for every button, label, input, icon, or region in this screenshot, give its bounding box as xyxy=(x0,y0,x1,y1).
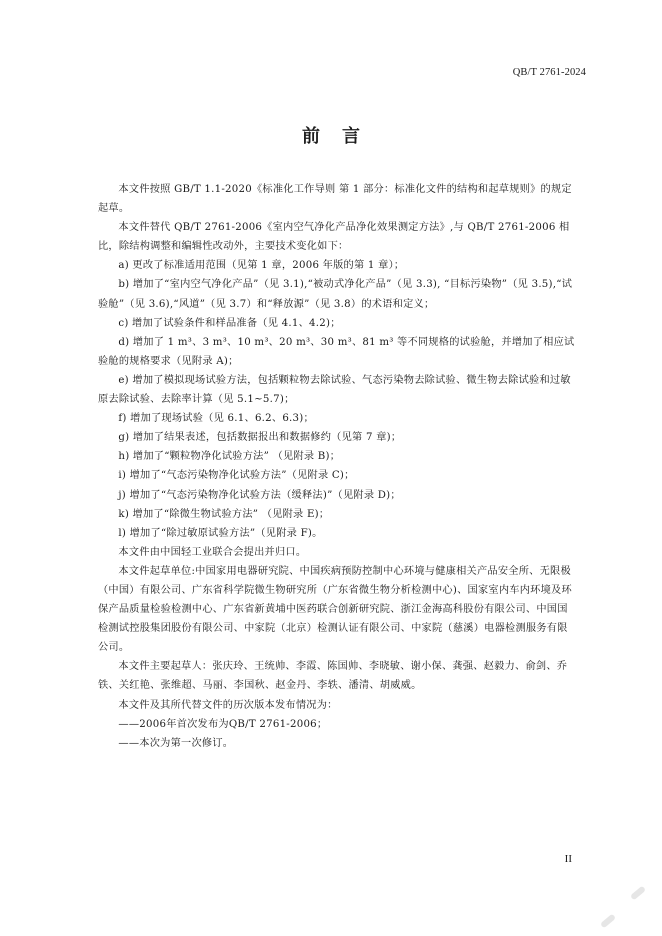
page-number: II xyxy=(564,853,572,865)
paragraph-version-history: 本文件及其所代替文件的历次版本发布情况为： xyxy=(118,699,338,711)
document-code: QB/T 2761-2024 xyxy=(512,67,586,78)
change-item-c: c) 增加了试验条件和样品准备（见 4.1、4.2)； xyxy=(118,317,341,329)
paragraph-replacement: 本文件替代 QB/T 2761-2006《室内空气净化产品净化效果测定方法》,与 QB/T 2761-2006 相比，除结构调整和编辑性改动外，主要技术变化如下： xyxy=(98,222,570,253)
change-item-e: e) 增加了模拟现场试验方法，包括颗粒物去除试验、气态污染物去除试验、微生物去除试验和过敏原去除试验、去除率计算（见 5.1~5.7)； xyxy=(98,374,571,406)
corner-mark xyxy=(630,886,646,901)
corner-mark xyxy=(600,914,616,929)
history-item-current: ——本次为第一次修订。 xyxy=(118,737,234,749)
paragraph-drafting-basis: 本文件按照 GB/T 1.1-2020《标准化工作导则 第 1 部分：标准化文件的结构和起草规则》的规定起草。 xyxy=(98,184,572,215)
change-item-a: a) 更改了标准适用范围（见第 1 章，2006 年版的第 1 章）； xyxy=(118,260,405,272)
body-text xyxy=(98,180,576,753)
change-item-b: b) 增加了“室内空气净化产品”（见 3.1),“被动式净化产品”（见 3.3), “目标污染物”（见 3.5),“试验舱”（见 3.6),“风道”（见 3.7）和“释放源”（见 3.8）的术语和定义； xyxy=(98,279,573,310)
paragraph-proposer: 本文件由中国轻工业联合会提出并归口。 xyxy=(118,546,307,558)
change-item-h: h) 增加了“颗粒物净化试验方法” （见附录 B)； xyxy=(118,451,341,463)
paragraph-drafters: 本文件主要起草人：张庆玲、王统帅、李霞、陈国帅、李晓敏、谢小保、龚强、赵毅力、俞剑、乔铁、关红艳、张维超、马丽、李国秋、赵金丹、李轶、潘清、胡威威。 xyxy=(98,661,568,692)
history-item-first: ——2006年首次发布为QB/T 2761-2006； xyxy=(118,718,328,730)
page-title: 前言 xyxy=(302,126,382,147)
change-item-l: l) 增加了“除过敏原试验方法”（见附录 F)。 xyxy=(118,527,323,539)
change-item-f: f) 增加了现场试验（见 6.1、6.2、6.3)； xyxy=(118,413,314,425)
change-item-j: j) 增加了“气态污染物净化试验方法（缓释法)”（见附录 D)； xyxy=(118,489,401,501)
change-item-k: k) 增加了“除微生物试验方法” （见附录 E)； xyxy=(118,508,330,520)
paragraph-drafting-units: 本文件起草单位:中国家用电器研究院、中国疾病预防控制中心环境与健康相关产品安全所、无限极（中国）有限公司、广东省科学院微生物研究所（广东省微生物分析检测中心)、国家室内车内环境及环保产品质量检验检测中心、广东省新黄埔中医药联合创新研究院、浙江金海高科股份有限公司、中国国检测试控股集团股份有限公司、中家院（北京）检测认证有限公司、中家院（慈溪）电器检测服务有限公司。 xyxy=(98,565,572,654)
change-item-g: g) 增加了结果表述，包括数据报出和数据修约（见第 7 章)； xyxy=(118,432,402,444)
change-item-i: i) 增加了“气态污染物净化试验方法”（见附录 C)； xyxy=(118,470,355,482)
change-item-d: d) 增加了 1 m³、3 m³、10 m³、20 m³、30 m³、81 m³ 等不同规格的试验舱，并增加了相应试验舱的规格要求（见附录 A)； xyxy=(98,336,575,367)
